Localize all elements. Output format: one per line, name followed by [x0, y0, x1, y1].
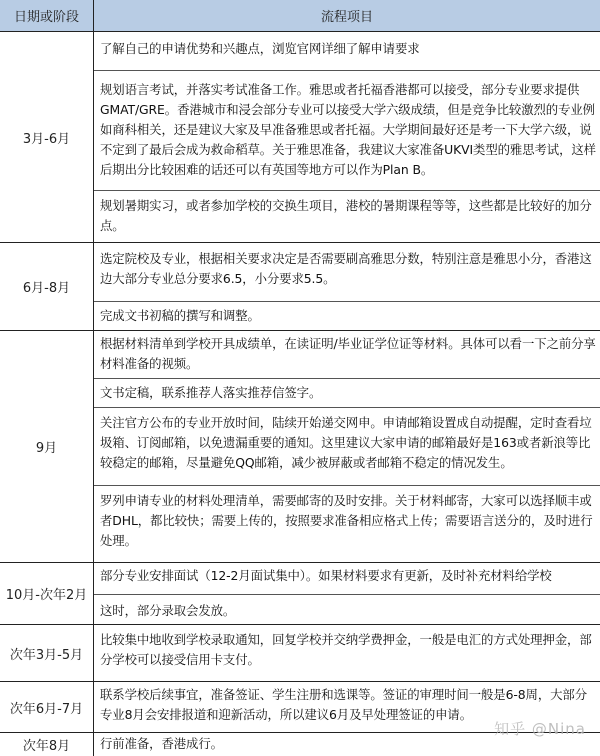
header-date-column: 日期或阶段 — [0, 0, 94, 32]
item-cell: 完成文书初稿的撰写和调整。 — [94, 302, 600, 331]
zhihu-watermark: 知乎 @Nina — [494, 720, 586, 738]
item-cell: 关注官方公布的专业开放时间，陆续开始递交网申。申请邮箱设置成自动提醒，定时查看垃圾箱、订阅邮箱，以免遗漏重要的通知。这里建议大家申请的邮箱最好是163或者新浪等比较稳定的邮箱，尽量避免QQ邮箱，减少被屏蔽或者邮箱不稳定的情况发生。 — [94, 408, 600, 486]
item-cell: 行前准备，香港成行。 — [94, 733, 600, 756]
item-cell: 部分专业安排面试（12-2月面试集中）。如果材料要求有更新，及时补充材料给学校 — [94, 563, 600, 595]
item-cell: 这时，部分录取会发放。 — [94, 595, 600, 625]
date-cell: 6月-8月 — [0, 243, 94, 331]
date-cell: 3月-6月 — [0, 32, 94, 243]
item-cell: 根据材料清单到学校开具成绩单，在读证明/毕业证学位证等材料。具体可以看一下之前分享材料准备的视频。 — [94, 331, 600, 379]
item-cell: 选定院校及专业，根据相关要求决定是否需要刷高雅思分数，特别注意是雅思小分，香港这边大部分专业总分要求6.5，小分要求5.5。 — [94, 243, 600, 302]
date-cell: 次年6月-7月 — [0, 682, 94, 733]
item-cell: 联系学校后续事宜，准备签证、学生注册和选课等。签证的审理时间一般是6-8周，大部分专业8月会安排报道和迎新活动，所以建议6月及早处理签证的申请。 — [94, 682, 600, 733]
item-cell: 文书定稿，联系推荐人落实推荐信签字。 — [94, 379, 600, 408]
item-cell: 规划暑期实习，或者参加学校的交换生项目，港校的暑期课程等等，这些都是比较好的加分点。 — [94, 191, 600, 243]
item-cell: 了解自己的申请优势和兴趣点，浏览官网详细了解申请要求 — [94, 32, 600, 71]
date-cell: 次年8月 — [0, 733, 94, 756]
header-items-column: 流程项目 — [94, 0, 600, 32]
item-cell: 比较集中地收到学校录取通知，回复学校并交纳学费押金，一般是电汇的方式处理押金，部分学校可以接受信用卡支付。 — [94, 625, 600, 682]
item-cell: 罗列申请专业的材料处理清单，需要邮寄的及时安排。关于材料邮寄，大家可以选择顺丰或者DHL，都比较快；需要上传的，按照要求准备相应格式上传；需要语言送分的，及时进行处理。 — [94, 486, 600, 563]
item-cell: 规划语言考试，并落实考试准备工作。雅思或者托福香港都可以接受，部分专业要求提供GMAT/GRE。香港城市和浸会部分专业可以接受大学六级成绩，但是竞争比较激烈的专业例如商科相关，还是建议大家及早准备雅思或者托福。大学期间最好还是考一下大学六级，说不定到了最后会成为救命稻草。关于雅思准备，我建议大家准备UKVI类型的雅思考试，这样后期出分比较困难的话还可以有英国等地方可以作为Plan B。 — [94, 71, 600, 191]
date-cell: 10月-次年2月 — [0, 563, 94, 625]
date-cell: 次年3月-5月 — [0, 625, 94, 682]
date-cell: 9月 — [0, 331, 94, 563]
